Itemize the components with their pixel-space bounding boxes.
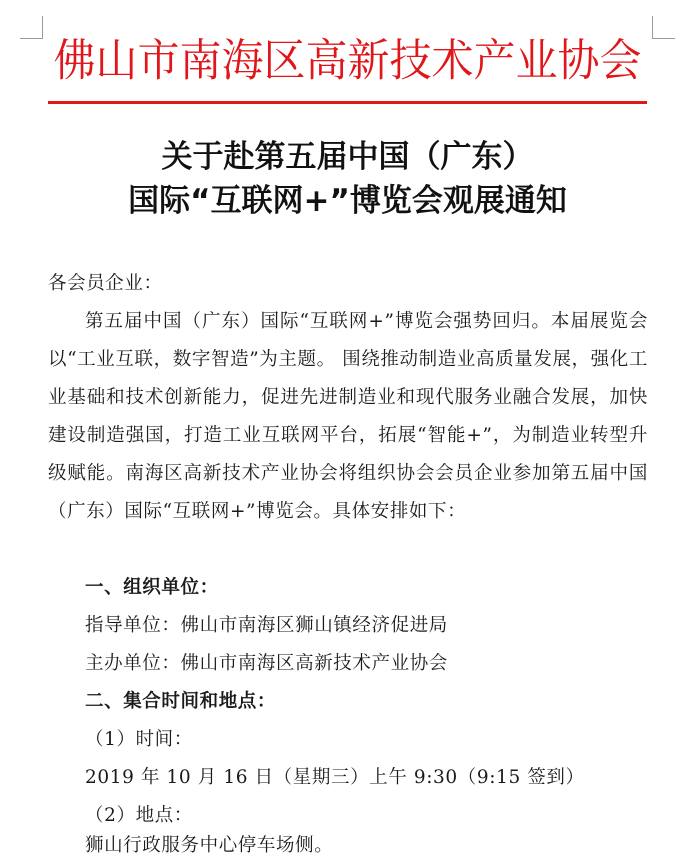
guide-unit-line: 指导单位：佛山市南海区狮山镇经济促进局 [85, 615, 448, 636]
host-unit-line: 主办单位：佛山市南海区高新技术产业协会 [85, 653, 448, 674]
letterhead-org-name: 佛山市南海区高新技术产业协会 [53, 34, 642, 87]
document-title-line-2: 国际“互联网+”博览会观展通知 [128, 183, 567, 219]
letterhead-red-rule [48, 101, 647, 104]
salutation: 各会员企业： [48, 273, 163, 294]
place-label: （2）地点： [85, 805, 193, 826]
place-value: 狮山行政服务中心停车场侧。 [85, 835, 334, 856]
section-1-heading: 一、组织单位： [85, 577, 219, 598]
document-title-line-1: 关于赴第五届中国（广东） [161, 139, 534, 175]
time-label: （1）时间： [85, 729, 193, 750]
intro-paragraph: 第五届中国（广东）国际“互联网+”博览会强势回归。本届展览会以“工业互联，数字智造”为主题。 围绕推动制造业高质量发展，强化工业基础和技术创新能力，促进先进制造业和现代服务业融合发展，加快建设制造强国，打造工业互联网平台，拓展“智能+”，为制造业转型升级赋能。南海区高新技术产业协会将组织协会会员企业参加第五届中国（广东）国际“互联网+”博览会。具体安排如下： [48, 311, 648, 522]
time-value: 2019 年 10 月 16 日（星期三）上午 9:30（9:15 签到） [85, 767, 585, 788]
section-2-heading: 二、集合时间和地点： [85, 691, 277, 712]
